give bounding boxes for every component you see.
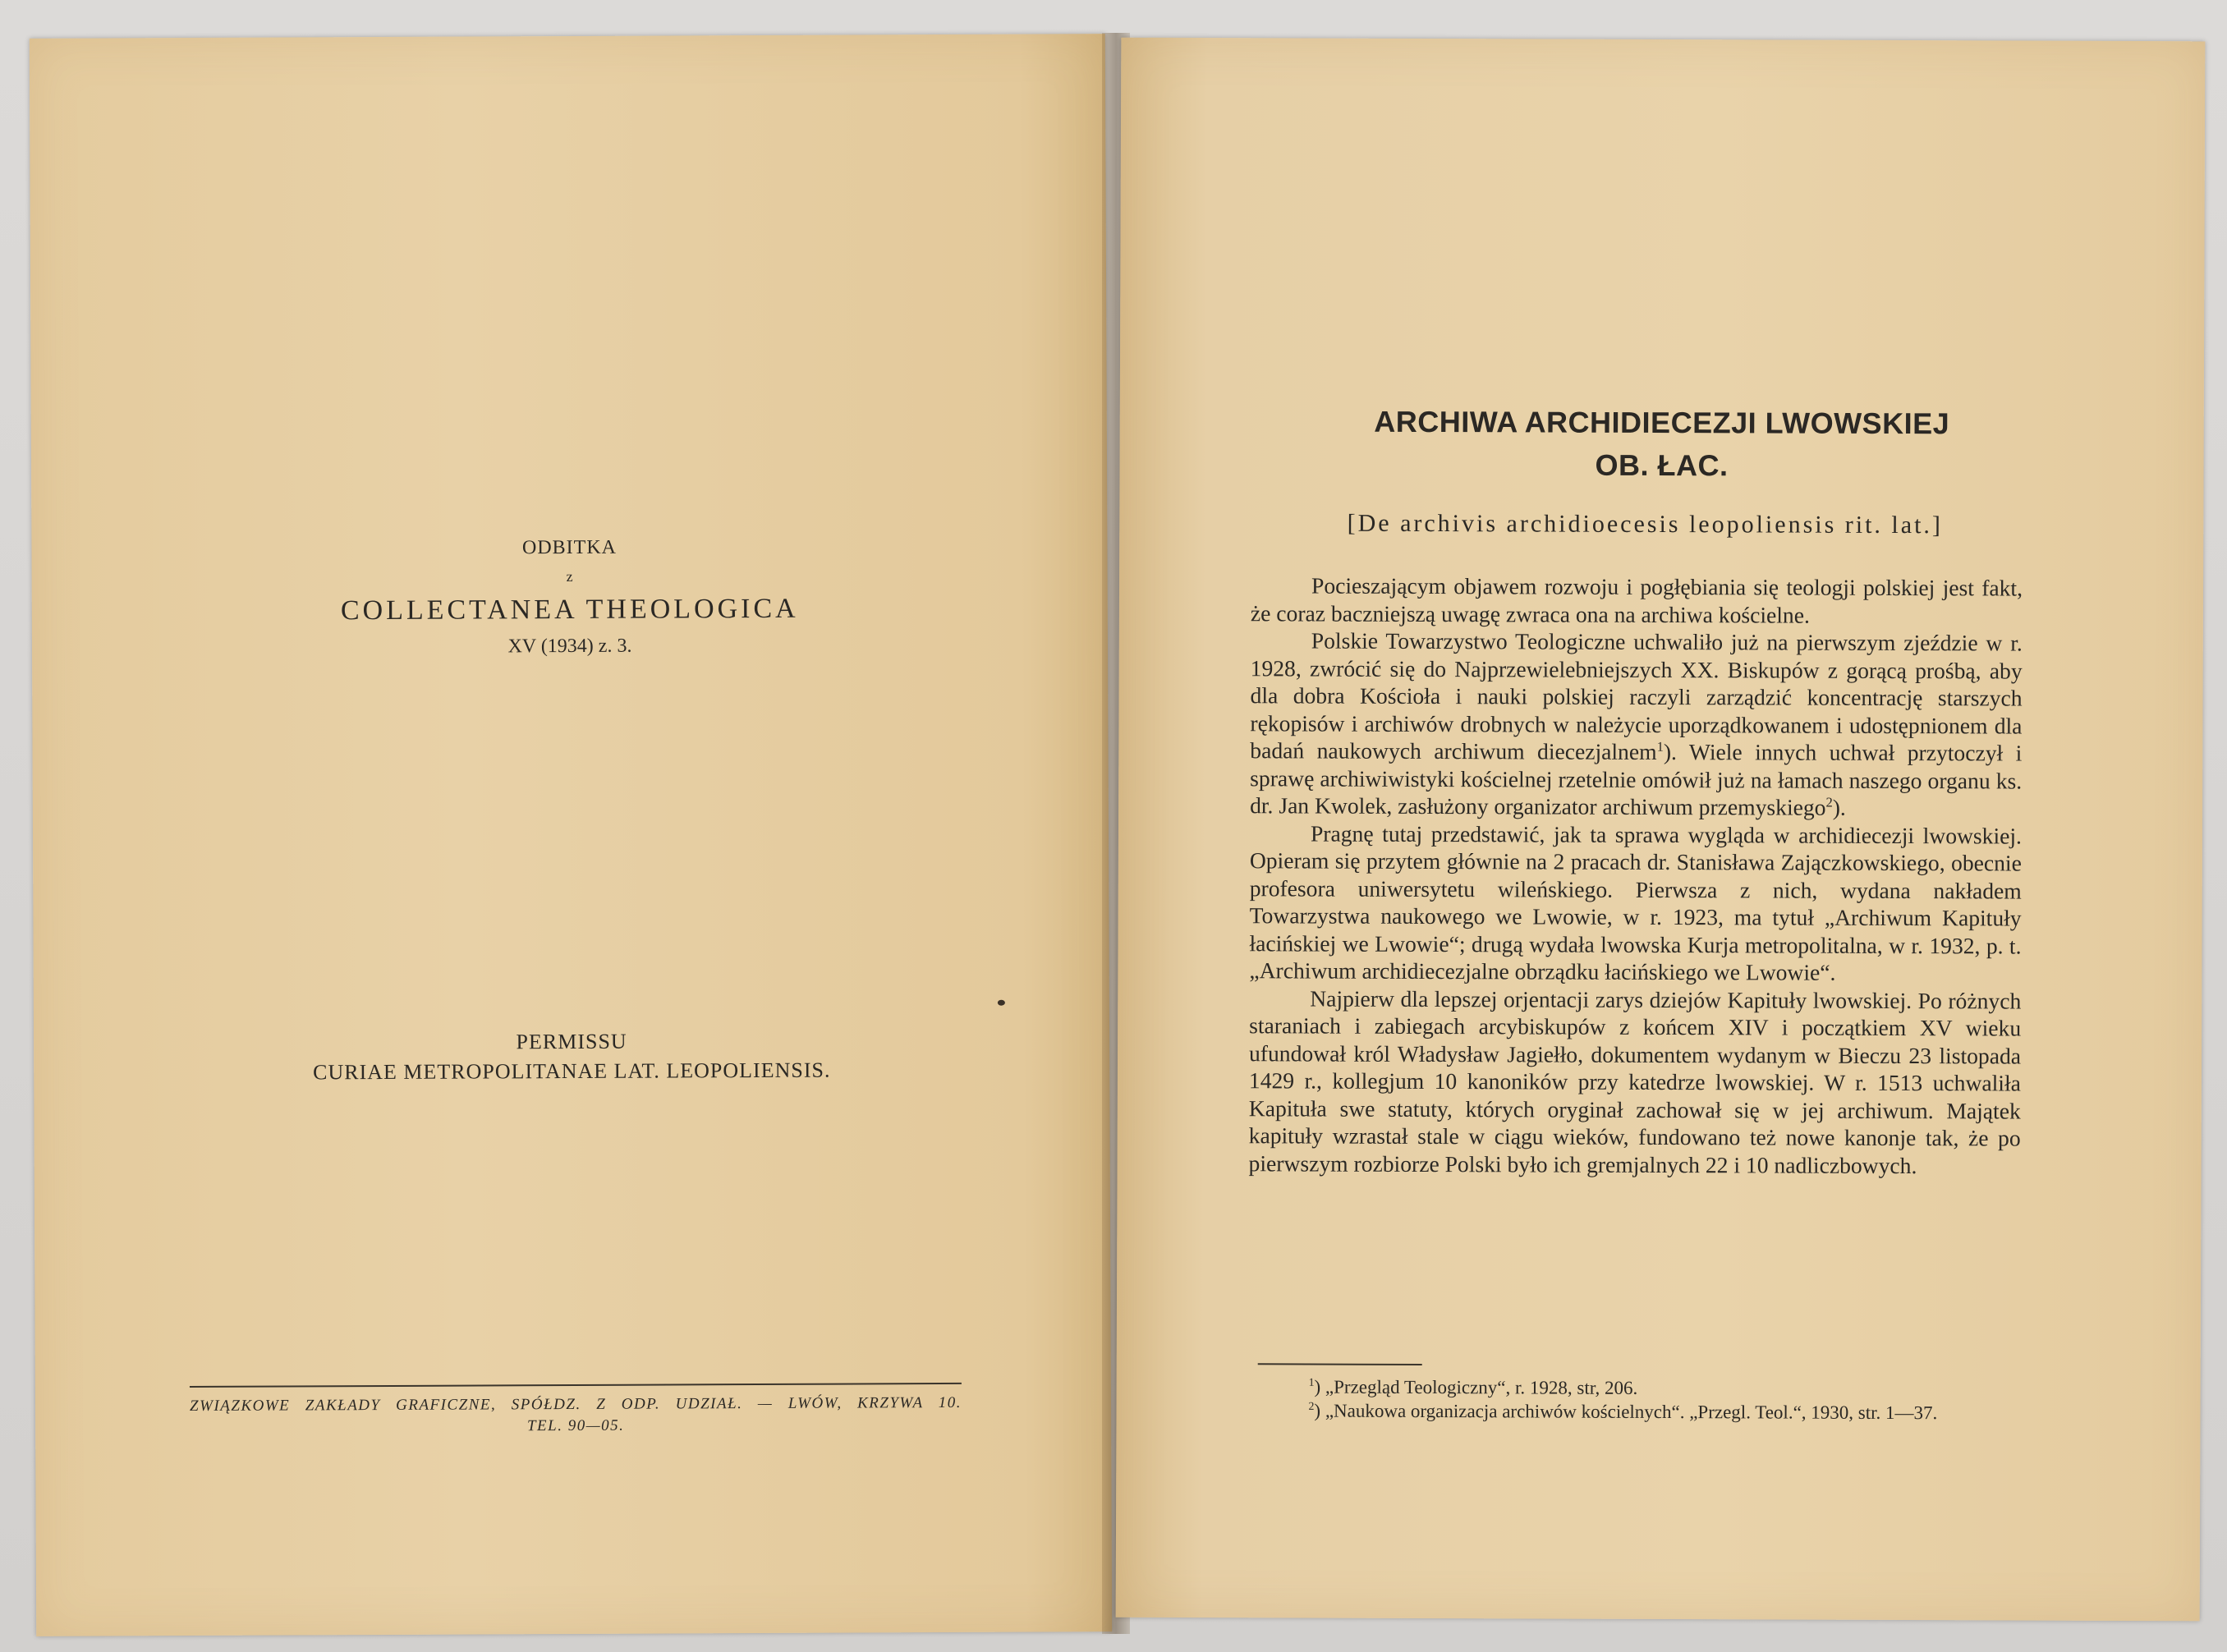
paragraph-4: Najpierw dla lepszej orjentacji zarys dziejów Kapituły lwowskiej. Po różnych staraniach i zabiegach arcybiskupów z końcem XIV i początkiem XV wieku ufundował król Władysław Jagiełło, dokumentem wydanym w Bieczu 23 listopada 1429 r., kollegjum 10 kanoników przy katedrze lwowskiej. W r. 1513 uchwaliła Kapituła swe statuty, których oryginał zachował się w jej archiwum. Majątek kapituły wzrastał stale w ciągu wieków, fundowano też nowe kanonje tak, że po pierwszym rozbiorze Polski było ich gremjalnych 22 i 10 nadliczbowych. (1248, 985, 2022, 1178)
paragraph-2-text-b: ). Wiele innych uchwał przytoczył i sprawę archiwiwistyki kościelnej rzetelnie omówił już na łamach naszego organu ks. dr. Jan Kwolek, zasłużony organizator archiwum przemyskiego (1250, 739, 2023, 820)
footnote-2-text: ) „Naukowa organizacja archiwów kościelnych“. „Przegl. Teol.“, 1930, str. 1—37. (1314, 1400, 1938, 1424)
paragraph-2 (1250, 626, 2023, 822)
journal-title: COLLECTANEA THEOLOGICA (340, 593, 799, 626)
footnote-ref-2: 2 (1825, 794, 1833, 810)
article-title-line1: ARCHIWA ARCHIDIECEZJI LWOWSKIEJ (1374, 404, 1950, 441)
article-title-line2: OB. ŁAC. (1595, 447, 1729, 483)
footnote-2-mark: 2 (1308, 1399, 1315, 1412)
paper-speck (998, 1000, 1005, 1006)
permission-authority: CURIAE METROPOLITANAE LAT. LEOPOLIENSIS. (313, 1058, 831, 1085)
footnote-divider (1258, 1363, 1422, 1365)
right-page (1116, 38, 2206, 1622)
printer-imprint: ZWIĄZKOWE ZAKŁADY GRAFICZNE, SPÓŁDZ. Z ODP. UDZIAŁ. — LWÓW, KRZYWA 10. (189, 1393, 962, 1416)
permission-label: PERMISSU (516, 1029, 627, 1054)
paragraph-1: Pocieszającym objawem rozwoju i pogłębiania się teologji polskiej jest fakt, że coraz baczniejszą uwagę zwraca ona na archiwa kościelne. (1250, 572, 2023, 628)
printer-phone: TEL. 90—05. (526, 1416, 625, 1435)
footnote-1-mark: 1 (1308, 1375, 1315, 1388)
paragraph-2-text-a: Polskie Towarzystwo Teologiczne uchwaliło już na pierwszym zjeździe w r. 1928, zwrócić się do Najprzewielebniejszych XX. Biskupów z gorącą prośbą, aby dla dobra Kościoła i nauki polskiej raczyli zarządzić koncentrację starszych rękopisów i archiwów drobnych w należycie uporządkowanem i udostępnionem dla badań naukowych archiwum diecezjalnem (1250, 627, 2023, 764)
article-subtitle: [De archivis archidioecesis leopoliensis rit. lat.] (1347, 509, 1944, 539)
article-body (1249, 571, 2023, 1179)
offprint-label: ODBITKA (521, 536, 618, 559)
paragraph-3: Pragnę tutaj przedstawić, jak ta sprawa wygląda w archidiecezji lwowskiej. Opieram się przytem głównie na 2 pracach dr. Stanisława Zajączkowskiego, obecnie profesora uniwersytetu wileńskiego. Pierwsza z nich, wydana nakładem Towarzystwa naukowego we Lwowie, w r. 1923, ma tytuł „Archiwum Kapituły łacińskiej we Lwowie“; drugą wydała lwowska Kurja metropolitalna, w r. 1932, p. t. „Archiwum archidiecezjalne obrządku łacińskiego we Lwowie“. (1249, 820, 2023, 985)
footnote-2 (1247, 1398, 2019, 1425)
offprint-from: z (566, 567, 573, 585)
left-page (30, 34, 1112, 1636)
journal-issue: XV (1934) z. 3. (507, 635, 632, 658)
footnote-ref-1: 1 (1656, 738, 1664, 755)
footnote-1 (1248, 1374, 2020, 1401)
footnotes (1247, 1374, 2019, 1425)
footnote-1-text: ) „Przegląd Teologiczny“, r. 1928, str, 206. (1314, 1376, 1638, 1398)
printer-divider (190, 1383, 962, 1388)
paragraph-2-text-c: ). (1832, 794, 1846, 820)
